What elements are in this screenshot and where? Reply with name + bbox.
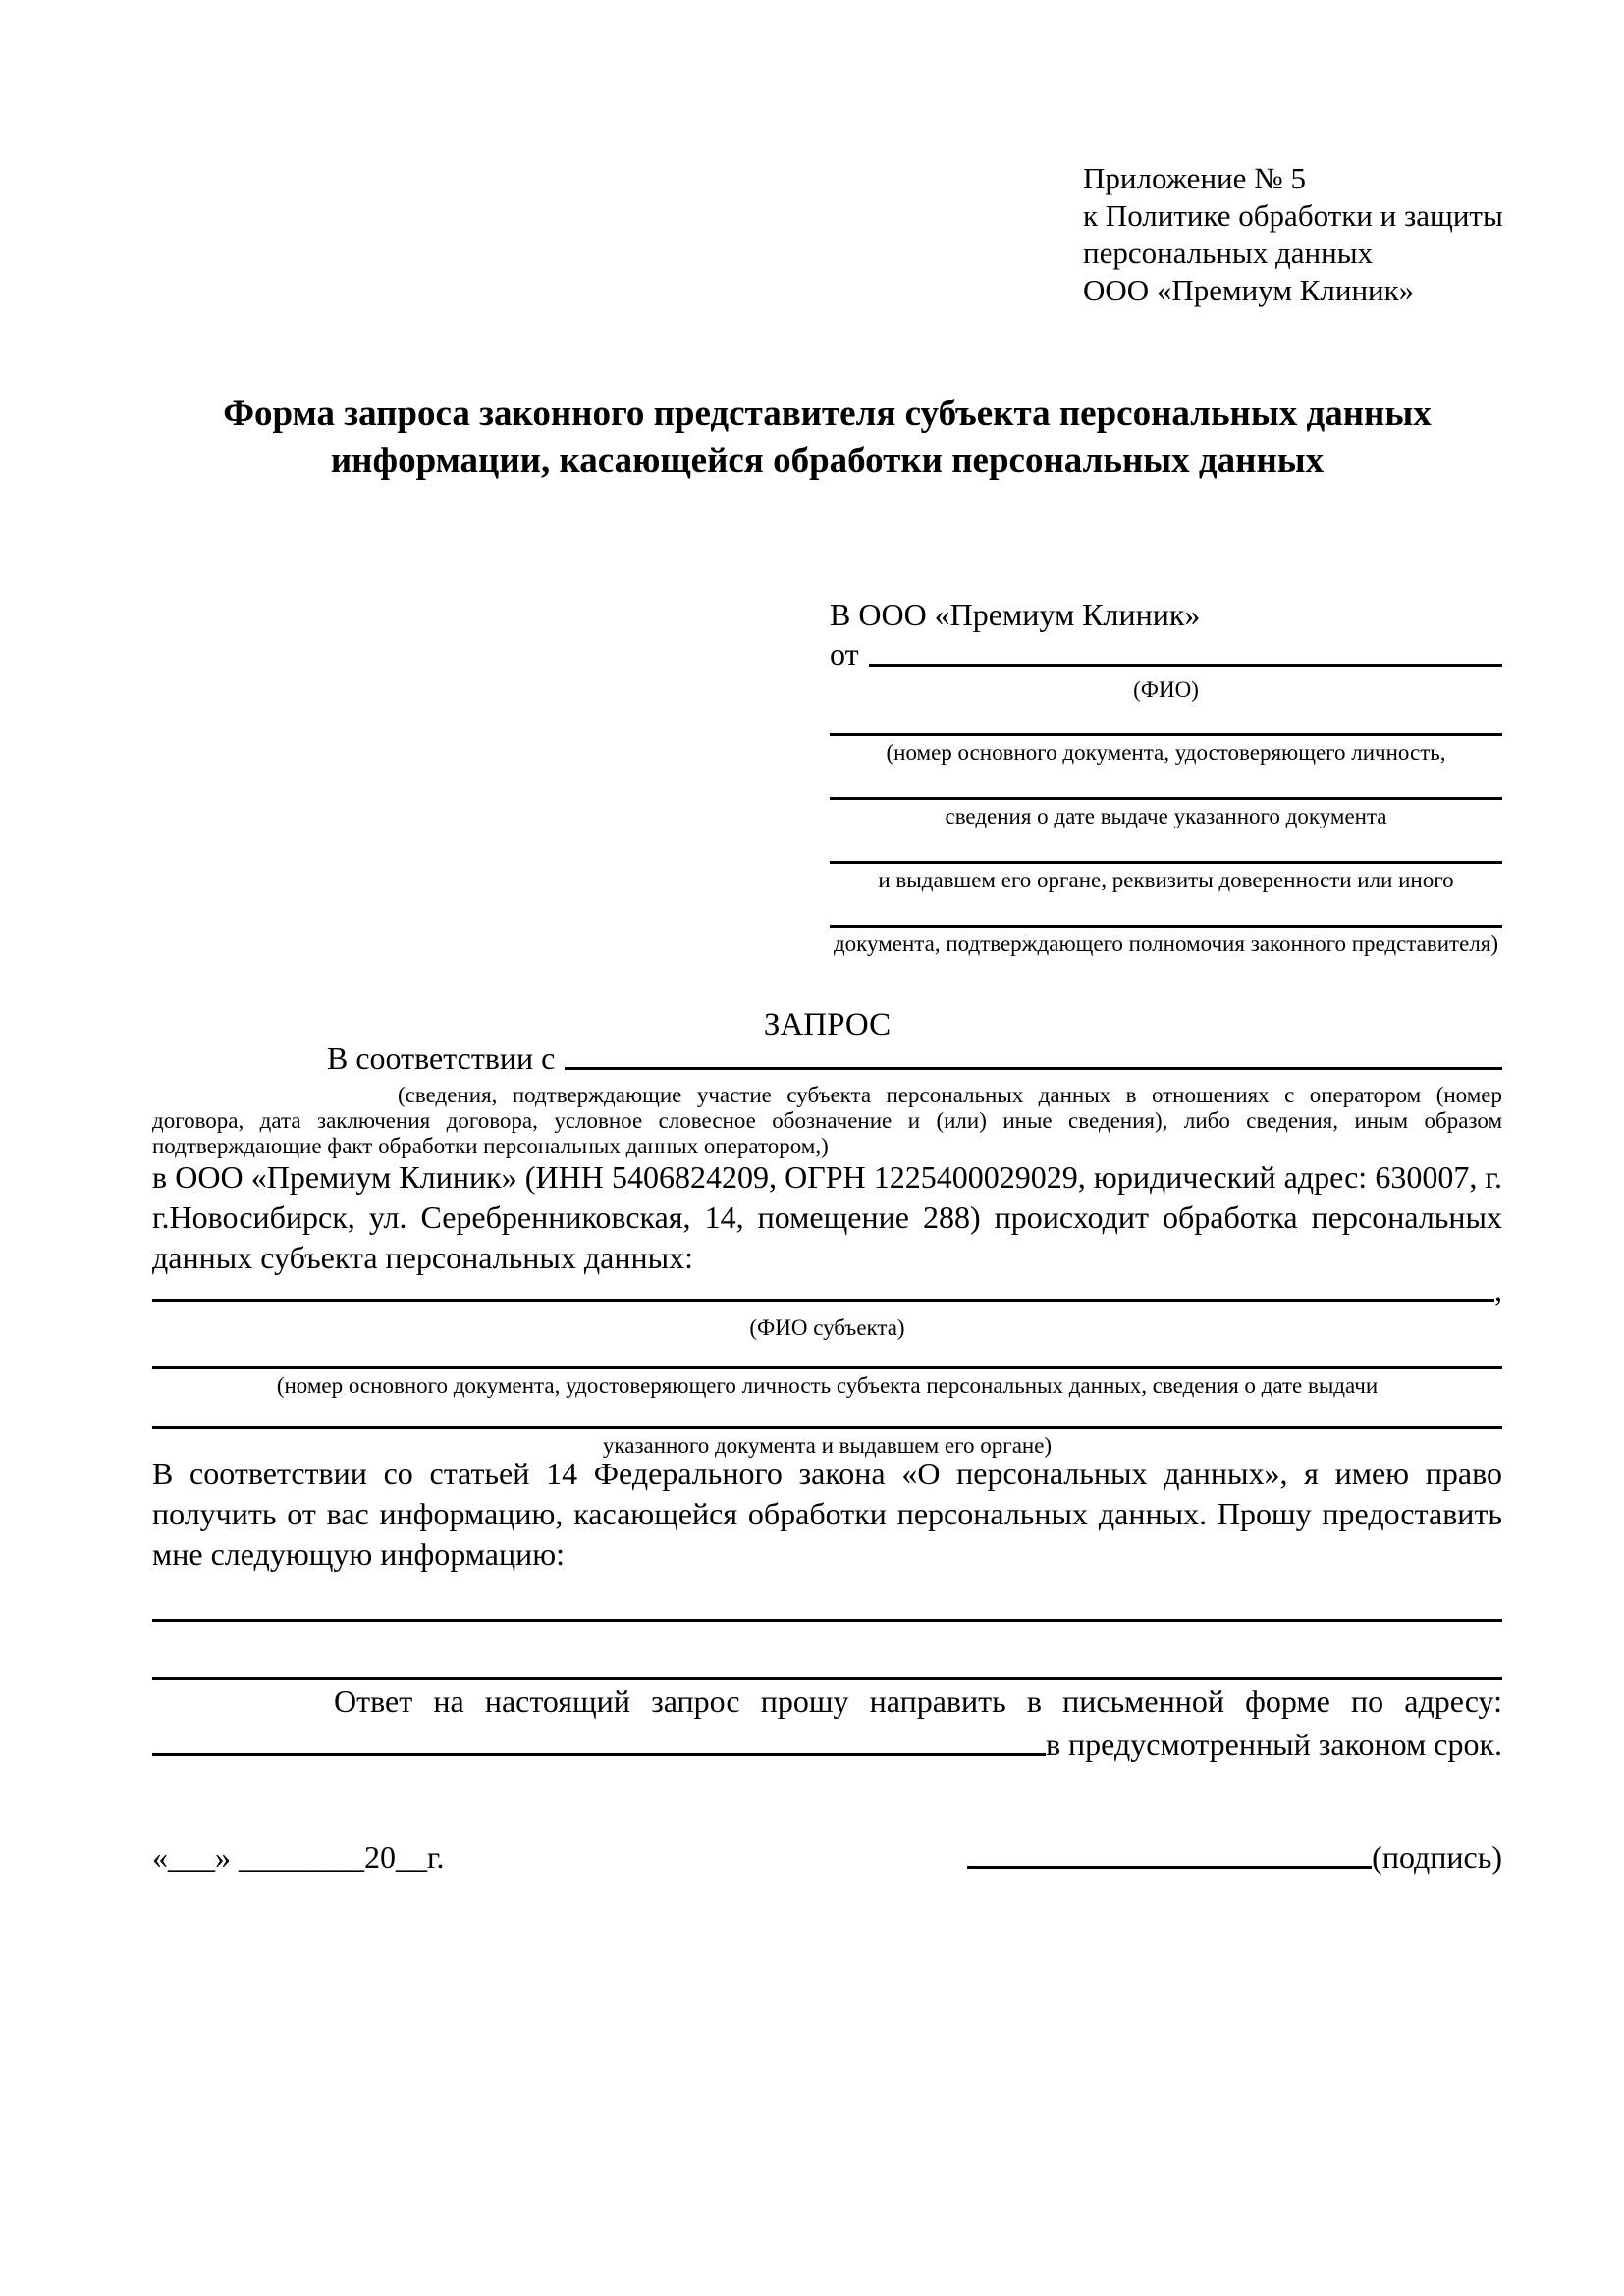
date-blank: «___» ________20__г. <box>152 1840 445 1875</box>
line-caption: документа, подтверждающего полномочия законного представителя) <box>833 932 1499 956</box>
appendix-line: к Политике обработки и защиты <box>1083 198 1503 233</box>
fill-line <box>152 1677 1502 1680</box>
fill-line <box>830 797 1502 800</box>
appendix-note <box>1083 160 1535 309</box>
signature-caption: (подпись) <box>1372 1840 1502 1875</box>
from-label: от <box>830 636 859 671</box>
fio-caption: (ФИО) <box>1133 677 1199 702</box>
fio-subject-fill-line <box>152 1298 1494 1302</box>
fill-line <box>830 925 1502 928</box>
signature-group <box>967 1838 1502 1877</box>
fio-fill-line <box>869 663 1502 667</box>
trailing-comma: , <box>1494 1272 1502 1308</box>
appendix-line: Приложение № 5 <box>1083 161 1306 195</box>
fill-line <box>830 733 1502 736</box>
address-fill-line <box>152 1752 1046 1756</box>
according-fill-line <box>565 1066 1502 1070</box>
according-row <box>152 1041 1502 1077</box>
line-caption: сведения о дате выдаче указанного документа <box>945 804 1387 828</box>
fill-line <box>152 1619 1502 1622</box>
signature-fill-line <box>967 1865 1372 1869</box>
request-heading: ЗАПРОС <box>763 1007 892 1042</box>
line-caption: и выдавшем его органе, реквизиты доверенности или иного <box>878 868 1454 892</box>
addressee-organization: В ООО «Премиум Клиник» <box>830 597 1201 632</box>
line-caption: (номер основного документа, удостоверяющего личность, <box>886 740 1446 765</box>
appendix-line: ООО «Премиум Клиник» <box>1083 273 1415 307</box>
title-block <box>152 391 1502 485</box>
operator-paragraph: в ООО «Премиум Клиник» (ИНН 5406824209, ОГРН 1225400029029, юридический адрес: 630007, г. г.Новосибирск, ул. Серебренниковская, 14, помещение 288) происходит обработка персональных данных субъекта персональных данных: <box>152 1159 1502 1275</box>
subject-document-block <box>152 1366 1502 1460</box>
according-label: В соответствии с <box>327 1041 556 1076</box>
fill-line <box>152 1366 1502 1369</box>
fio-subject-row <box>152 1265 1502 1308</box>
page-title: Форма запроса законного представителя субъекта персональных данных информации, касающейся обработки персональных данных <box>223 394 1432 481</box>
document-caption: (номер основного документа, удостоверяющего личность субъекта персональных данных, сведения о дате выдачи <box>276 1373 1379 1398</box>
answer-tail: в предусмотренный законом срок. <box>1045 1727 1502 1762</box>
answer-block <box>152 1681 1502 1763</box>
fill-line <box>152 1426 1502 1429</box>
appendix-line: персональных данных <box>1083 236 1374 270</box>
document-caption: указанного документа и выдавшем его органе) <box>602 1433 1053 1458</box>
law-paragraph: В соответствии со статьей 14 Федерального закона «О персональных данных», я имею право получить от вас информацию, касающейся обработки персональных данных. Прошу предоставить мне следующую информацию: <box>152 1456 1502 1572</box>
answer-line: Ответ на настоящий запрос прошу направить в письменной форме по адресу: <box>334 1683 1502 1719</box>
answer-address-row <box>152 1722 1502 1763</box>
fill-line <box>830 861 1502 864</box>
according-note: (сведения, подтверждающие участие субъекта персональных данных в отношениях с оператором (номер договора, дата заключения договора, условное словесное обозначение и (или) иные сведения), либо сведения, иным образом подтверждающие факт обработки персональных данных оператором,) <box>152 1083 1502 1158</box>
footer-row <box>152 1838 1502 1877</box>
from-row <box>830 634 1502 673</box>
fio-subject-caption: (ФИО субъекта) <box>749 1315 905 1340</box>
addressee-block <box>830 595 1502 958</box>
